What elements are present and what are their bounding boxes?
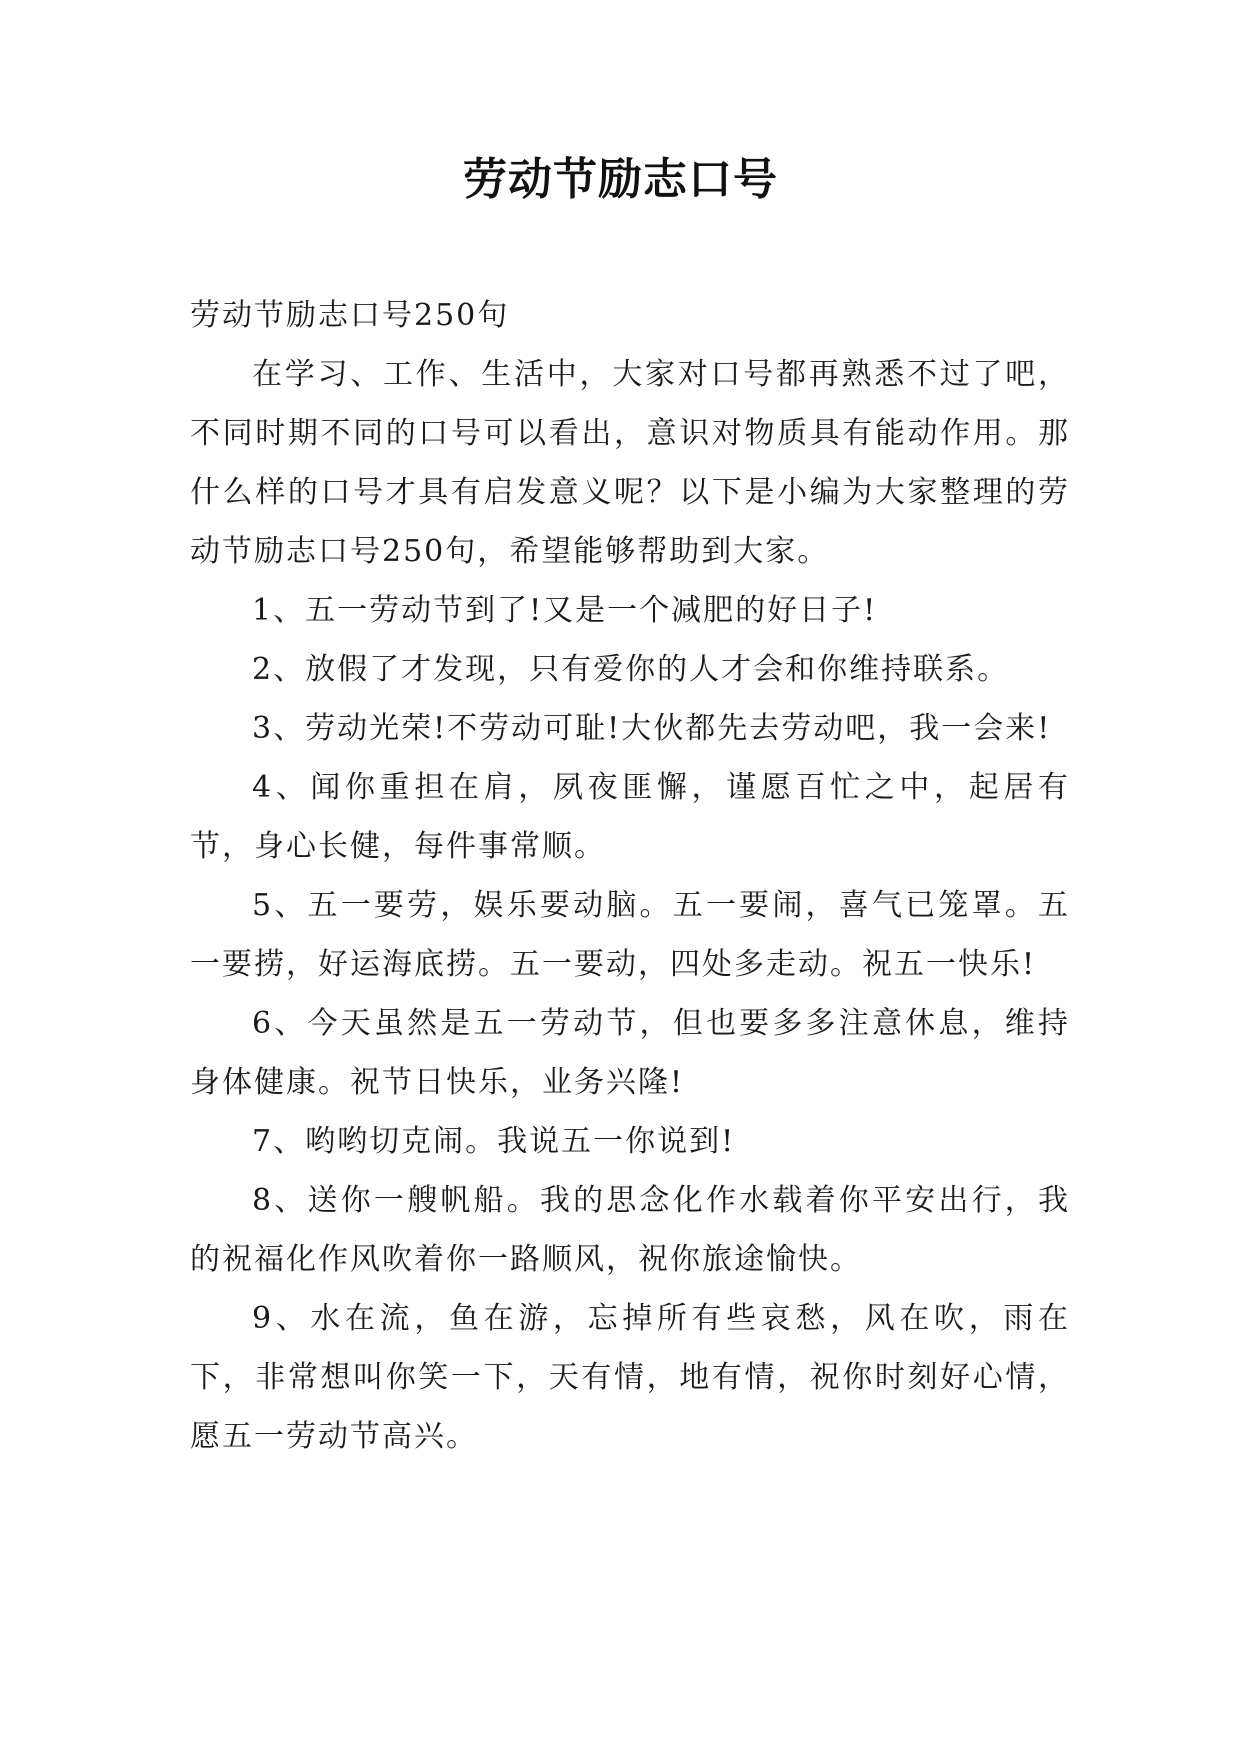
intro-paragraph: 在学习、工作、生活中，大家对口号都再熟悉不过了吧，不同时期不同的口号可以看出，意识对物质具有能动作用。那什么样的口号才具有启发意义呢？以下是小编为大家整理的劳动节励志口号250句，希望能够帮助到大家。: [190, 357, 1070, 569]
slogan-item-3: 3、劳动光荣!不劳动可耻!大伙都先去劳动吧，我一会来!: [252, 711, 1052, 746]
slogan-item-8: 8、送你一艘帆船。我的思念化作水载着你平安出行，我的祝福化作风吹着你一路顺风，祝你旅途愉快。: [190, 1183, 1070, 1277]
slogan-item-9: 9、水在流，鱼在游，忘掉所有些哀愁，风在吹，雨在下，非常想叫你笑一下，天有情，地有情，祝你时刻好心情，愿五一劳动节高兴。: [190, 1301, 1070, 1454]
slogan-item-7: 7、哟哟切克闹。我说五一你说到!: [252, 1124, 736, 1159]
slogan-item-1: 1、五一劳动节到了!又是一个减肥的好日子!: [252, 593, 878, 628]
slogan-item-2: 2、放假了才发现，只有爱你的人才会和你维持联系。: [252, 652, 1010, 687]
slogan-item-6: 6、今天虽然是五一劳动节，但也要多多注意休息，维持身体健康。祝节日快乐，业务兴隆!: [190, 1006, 1070, 1100]
slogan-item-5: 5、五一要劳，娱乐要动脑。五一要闹，喜气已笼罩。五一要捞，好运海底捞。五一要动，四处多走动。祝五一快乐!: [190, 888, 1070, 982]
document-body: [190, 286, 1070, 1466]
document-subtitle: 劳动节励志口号250句: [190, 298, 510, 333]
document-title: 劳动节励志口号: [463, 154, 778, 205]
slogan-item-4: 4、闻你重担在肩，夙夜匪懈，谨愿百忙之中，起居有节，身心长健，每件事常顺。: [190, 770, 1070, 864]
